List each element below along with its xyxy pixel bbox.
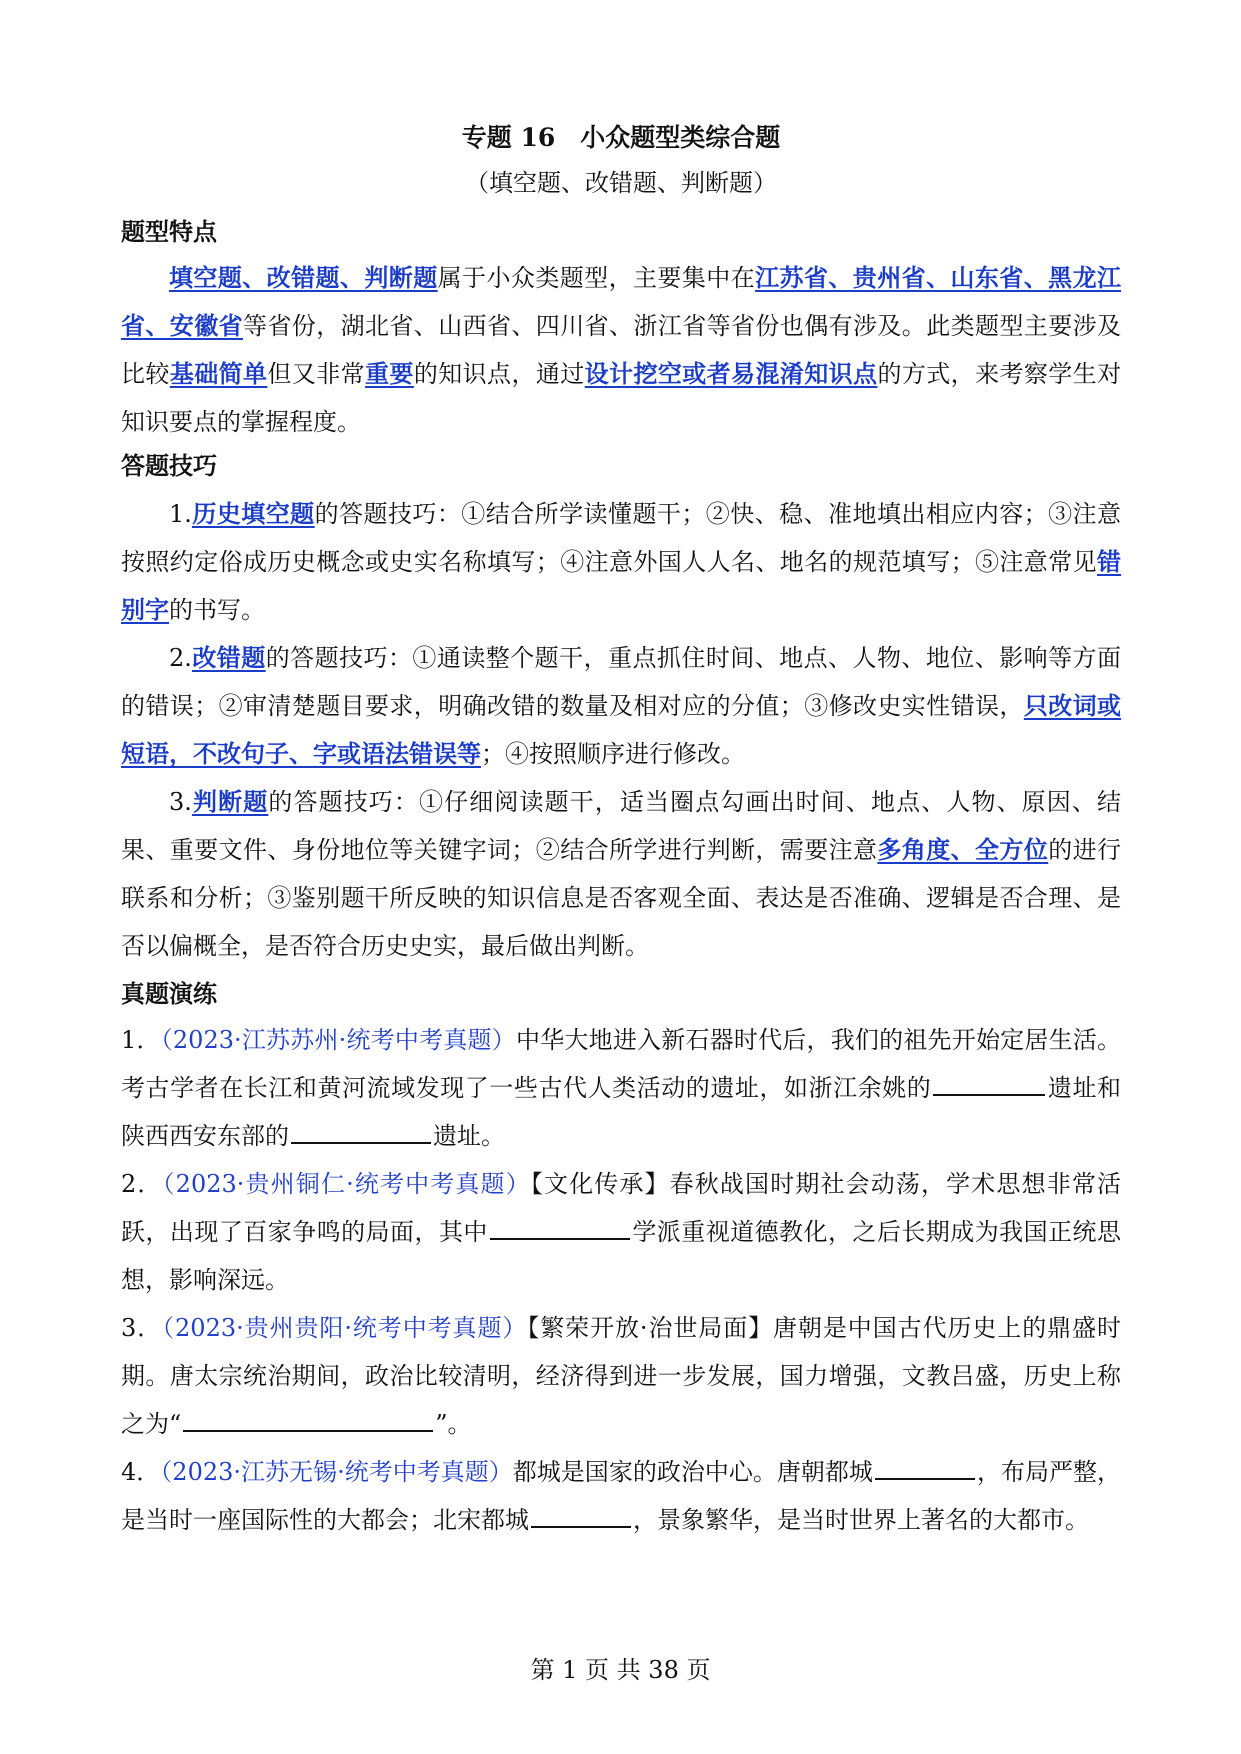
question-number: 3．: [121, 1314, 163, 1342]
text-span: 但又非常: [267, 360, 366, 388]
question-number: 1．: [121, 1026, 161, 1054]
highlight-multi-angle: 多角度、全方位: [877, 835, 1049, 864]
text-span: 遗址。: [433, 1122, 505, 1150]
highlight-fill-in: 历史填空题: [191, 499, 315, 528]
highlight-basic: 基础简单: [169, 359, 268, 388]
highlight-question-types: 填空题、改错题、判断题: [169, 263, 438, 292]
text-span: 的答题技巧：①结合所学读懂题干；②快、稳、准地填出相应内容；③注意按照约定俗成历史概念或史实名称填写；④注意外国人人名、地名的规范填写；⑤注意常见: [121, 500, 1122, 576]
text-span: 的进行联系和分析；③鉴别题干所反映的知识信息是否客观全面、表达是否准确、逻辑是否合理、是否以偏概全，是否符合历史史实，最后做出判断。: [121, 836, 1122, 960]
highlight-important: 重要: [365, 359, 414, 388]
text-span: 遗址和陕西西安东部的: [121, 1074, 1122, 1150]
tip-correction: [121, 634, 1121, 778]
question-source: （2023·贵州铜仁·统考中考真题）: [162, 1170, 531, 1198]
highlight-correction-rule: 只改词或短语，不改句子、字或语法错误等: [121, 691, 1122, 768]
tip-number: 2.: [169, 644, 192, 672]
question-3: [121, 1304, 1121, 1448]
text-span: 属于小众类题型，主要集中在: [437, 264, 756, 292]
text-span: 的书写。: [169, 596, 265, 624]
text-span: ，布局严整，是当时一座国际性的大都会；北宋都城: [121, 1458, 1121, 1534]
highlight-correction: 改错题: [191, 643, 266, 672]
answer-blank[interactable]: [875, 1450, 975, 1480]
text-span: 中华大地进入新石器时代后，我们的祖先开始定居生活。考古学者在长江和黄河流域发现了一些古代人类活动的遗址，如浙江余姚的: [121, 1026, 1122, 1102]
answer-blank[interactable]: [490, 1210, 630, 1240]
page-title: 专题 16 小众题型类综合题: [461, 123, 781, 152]
text-span: 的答题技巧：①通读整个题干，重点抓住时间、地点、人物、地位、影响等方面的错误；②审清楚题目要求，明确改错的数量及相对应的分值；③修改史实性错误，: [121, 644, 1122, 720]
text-span: 的知识点，通过: [413, 360, 585, 388]
page-subtitle: （填空题、改错题、判断题）: [465, 169, 777, 197]
text-span: 都城是国家的政治中心。唐朝都城: [512, 1458, 873, 1486]
highlight-method: 设计挖空或者易混淆知识点: [584, 359, 878, 388]
page-footer: 第 1 页 共 38 页: [530, 1656, 711, 1684]
question-source: （2023·江苏苏州·统考中考真题）: [160, 1026, 516, 1054]
text-span: 的答题技巧：①仔细阅读题干，适当圈点勾画出时间、地点、人物、原因、结果、重要文件、身份地位等关键字词；②结合所学进行判断，需要注意: [121, 788, 1122, 864]
tip-number: 3.: [169, 788, 192, 816]
text-span: 学派重视道德教化，之后长期成为我国正统思想，影响深远。: [121, 1218, 1122, 1294]
text-span: ，景象繁华，是当时世界上著名的大都市。: [633, 1506, 1089, 1534]
text-span: 【文化传承】春秋战国时期社会动荡，学术思想非常活跃，出现了百家争鸣的局面，其中: [121, 1170, 1121, 1246]
question-1: [121, 1016, 1121, 1160]
tip-number: 1.: [169, 500, 192, 528]
highlight-judgement: 判断题: [191, 787, 269, 816]
question-source: （2023·江苏无锡·统考中考真题）: [160, 1458, 513, 1486]
highlight-provinces: 江苏省、贵州省、山东省、黑龙江省、安徽省: [121, 263, 1122, 340]
question-source: （2023·贵州贵阳·统考中考真题）: [162, 1314, 528, 1342]
text-span: 等省份，湖北省、山西省、四川省、浙江省等省份也偶有涉及。此类题型主要涉及比较: [121, 312, 1121, 388]
question-number: 2．: [121, 1170, 163, 1198]
answer-blank[interactable]: [933, 1066, 1045, 1096]
question-2: [121, 1160, 1121, 1304]
answer-blank[interactable]: [531, 1498, 631, 1528]
section-heading-features: 题型特点: [121, 217, 217, 246]
tip-fill-in: [121, 490, 1121, 634]
answer-blank[interactable]: [291, 1114, 431, 1144]
answer-blank[interactable]: [183, 1402, 433, 1432]
question-number: 4．: [121, 1458, 161, 1486]
section-heading-practice: 真题演练: [121, 979, 217, 1008]
question-4: [121, 1448, 1121, 1544]
text-span: 【繁荣开放·治世局面】唐朝是中国古代历史上的鼎盛时期。唐太宗统治期间，政治比较清明，经济得到进一步发展，国力增强，文教吕盛，历史上称之为“: [121, 1314, 1121, 1438]
text-span: 的方式，来考察学生对知识要点的掌握程度。: [121, 360, 1122, 436]
highlight-typo: 错别字: [121, 547, 1121, 624]
section-heading-tips: 答题技巧: [121, 451, 217, 480]
features-paragraph: [121, 254, 1121, 446]
tip-judgement: [121, 778, 1121, 970]
text-span: ”。: [435, 1410, 472, 1438]
text-span: ；④按照顺序进行修改。: [481, 740, 745, 768]
